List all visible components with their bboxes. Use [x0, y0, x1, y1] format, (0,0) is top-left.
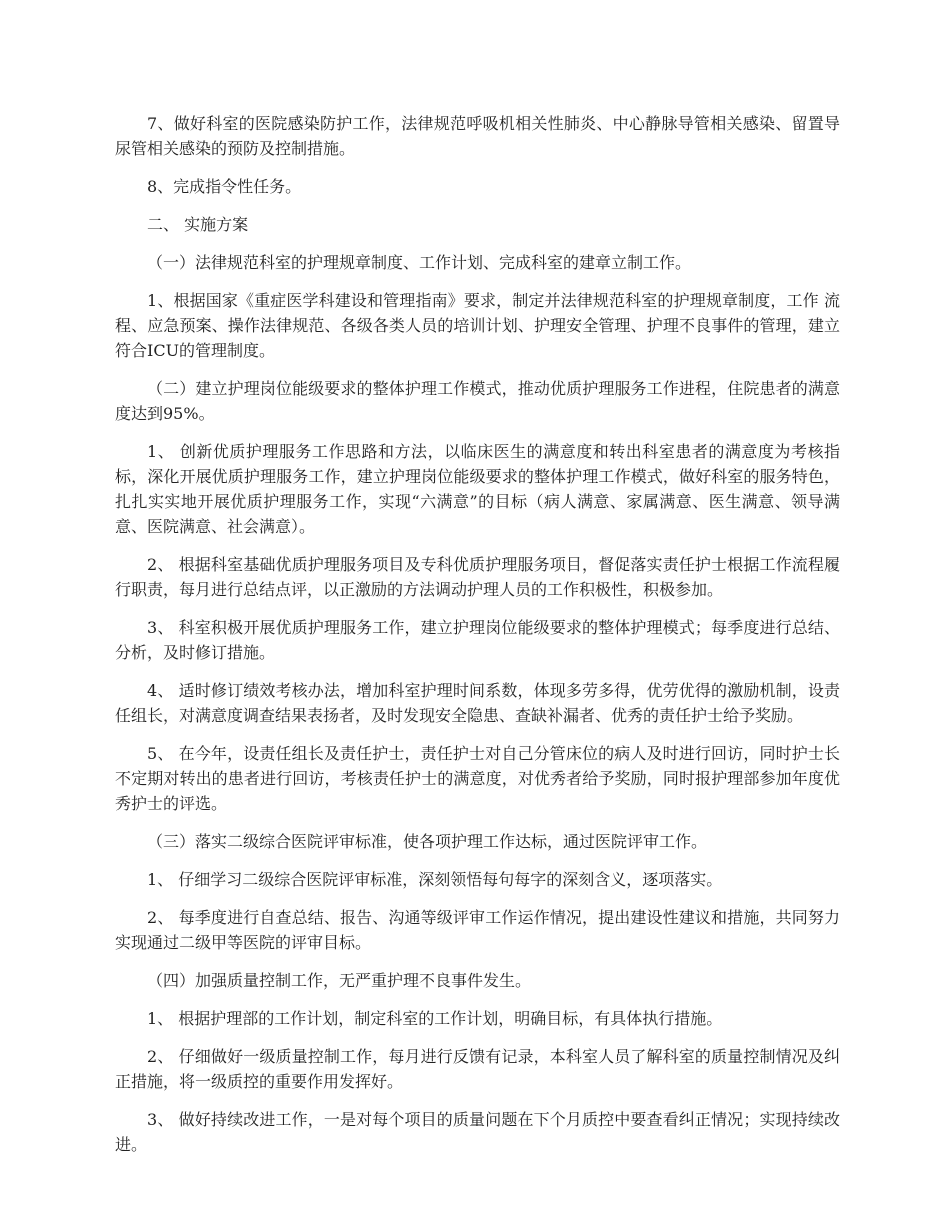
paragraph-4-3: 3、 做好持续改进工作，一是对每个项目的质量问题在下个月质控中要查看纠正情况；实现持续改进。 — [115, 1110, 840, 1154]
paragraph-4-2: 2、 仔细做好一级质量控制工作，每月进行反馈有记录，本科室人员了解科室的质量控制情况及纠正措施，将一级质控的重要作用发挥好。 — [115, 1047, 840, 1091]
paragraph-2-2: 2、 根据科室基础优质护理服务项目及专科优质护理服务项目，督促落实责任护士根据工作流程履行职责，每月进行总结点评，以正激励的方法调动护理人员的工作积极性，积极参加。 — [115, 555, 840, 599]
paragraph-3-2: 2、 每季度进行自查总结、报告、沟通等级评审工作运作情况，提出建设性建议和措施，共同努力实现通过二级甲等医院的评审目标。 — [115, 908, 840, 952]
paragraph-4-1: 1、 根据护理部的工作计划，制定科室的工作计划，明确目标，有具体执行措施。 — [147, 1009, 723, 1028]
paragraph-3-1: 1、 仔细学习二级综合医院评审标准，深刻领悟每句每字的深刻含义，逐项落实。 — [147, 870, 723, 889]
subsection-heading-2: （二）建立护理岗位能级要求的整体护理工作模式，推动优质护理服务工作进程，住院患者的满意度达到95%。 — [115, 379, 840, 423]
paragraph-item-7: 7、做好科室的医院感染防护工作，法律规范呼吸机相关性肺炎、中心静脉导管相关感染、留置导尿管相关感染的预防及控制措施。 — [115, 114, 840, 158]
paragraph-2-3: 3、 科室积极开展优质护理服务工作，建立护理岗位能级要求的整体护理模式；每季度进行总结、分析，及时修订措施。 — [115, 618, 840, 662]
subsection-heading-3: （三）落实二级综合医院评审标准，使各项护理工作达标，通过医院评审工作。 — [147, 832, 708, 851]
section-heading-implementation: 二、 实施方案 — [147, 215, 249, 234]
subsection-heading-1: （一）法律规范科室的护理规章制度、工作计划、完成科室的建章立制工作。 — [147, 253, 692, 272]
paragraph-2-1: 1、 创新优质护理服务工作思路和方法，以临床医生的满意度和转出科室患者的满意度为考核指标，深化开展优质护理服务工作，建立护理岗位能级要求的整体护理工作模式，做好科室的服务特色，扎扎实实地开展优质护理服务工作，实现“六满意”的目标（病人满意、家属满意、医生满意、领导满意、医院满意、社会满意）。 — [115, 442, 840, 536]
paragraph-1-1: 1、根据国家《重症医学科建设和管理指南》要求，制定并法律规范科室的护理规章制度，工作 流程、应急预案、操作法律规范、各级各类人员的培训计划、护理安全管理、护理不良事件的管理，建立符合ICU的管理制度。 — [115, 291, 840, 360]
paragraph-2-5: 5、 在今年，设责任组长及责任护士，责任护士对自己分管床位的病人及时进行回访，同时护士长不定期对转出的患者进行回访，考核责任护士的满意度，对优秀者给予奖励，同时报护理部参加年度优秀护士的评选。 — [115, 744, 840, 813]
subsection-heading-4: （四）加强质量控制工作，无严重护理不良事件发生。 — [147, 971, 532, 990]
paragraph-2-4: 4、 适时修订绩效考核办法，增加科室护理时间系数，体现多劳多得，优劳优得的激励机制，设责任组长，对满意度调查结果表扬者，及时发现安全隐患、查缺补漏者、优秀的责任护士给予奖励。 — [115, 681, 840, 725]
paragraph-item-8: 8、完成指令性任务。 — [147, 177, 302, 196]
document-body — [115, 111, 840, 1170]
